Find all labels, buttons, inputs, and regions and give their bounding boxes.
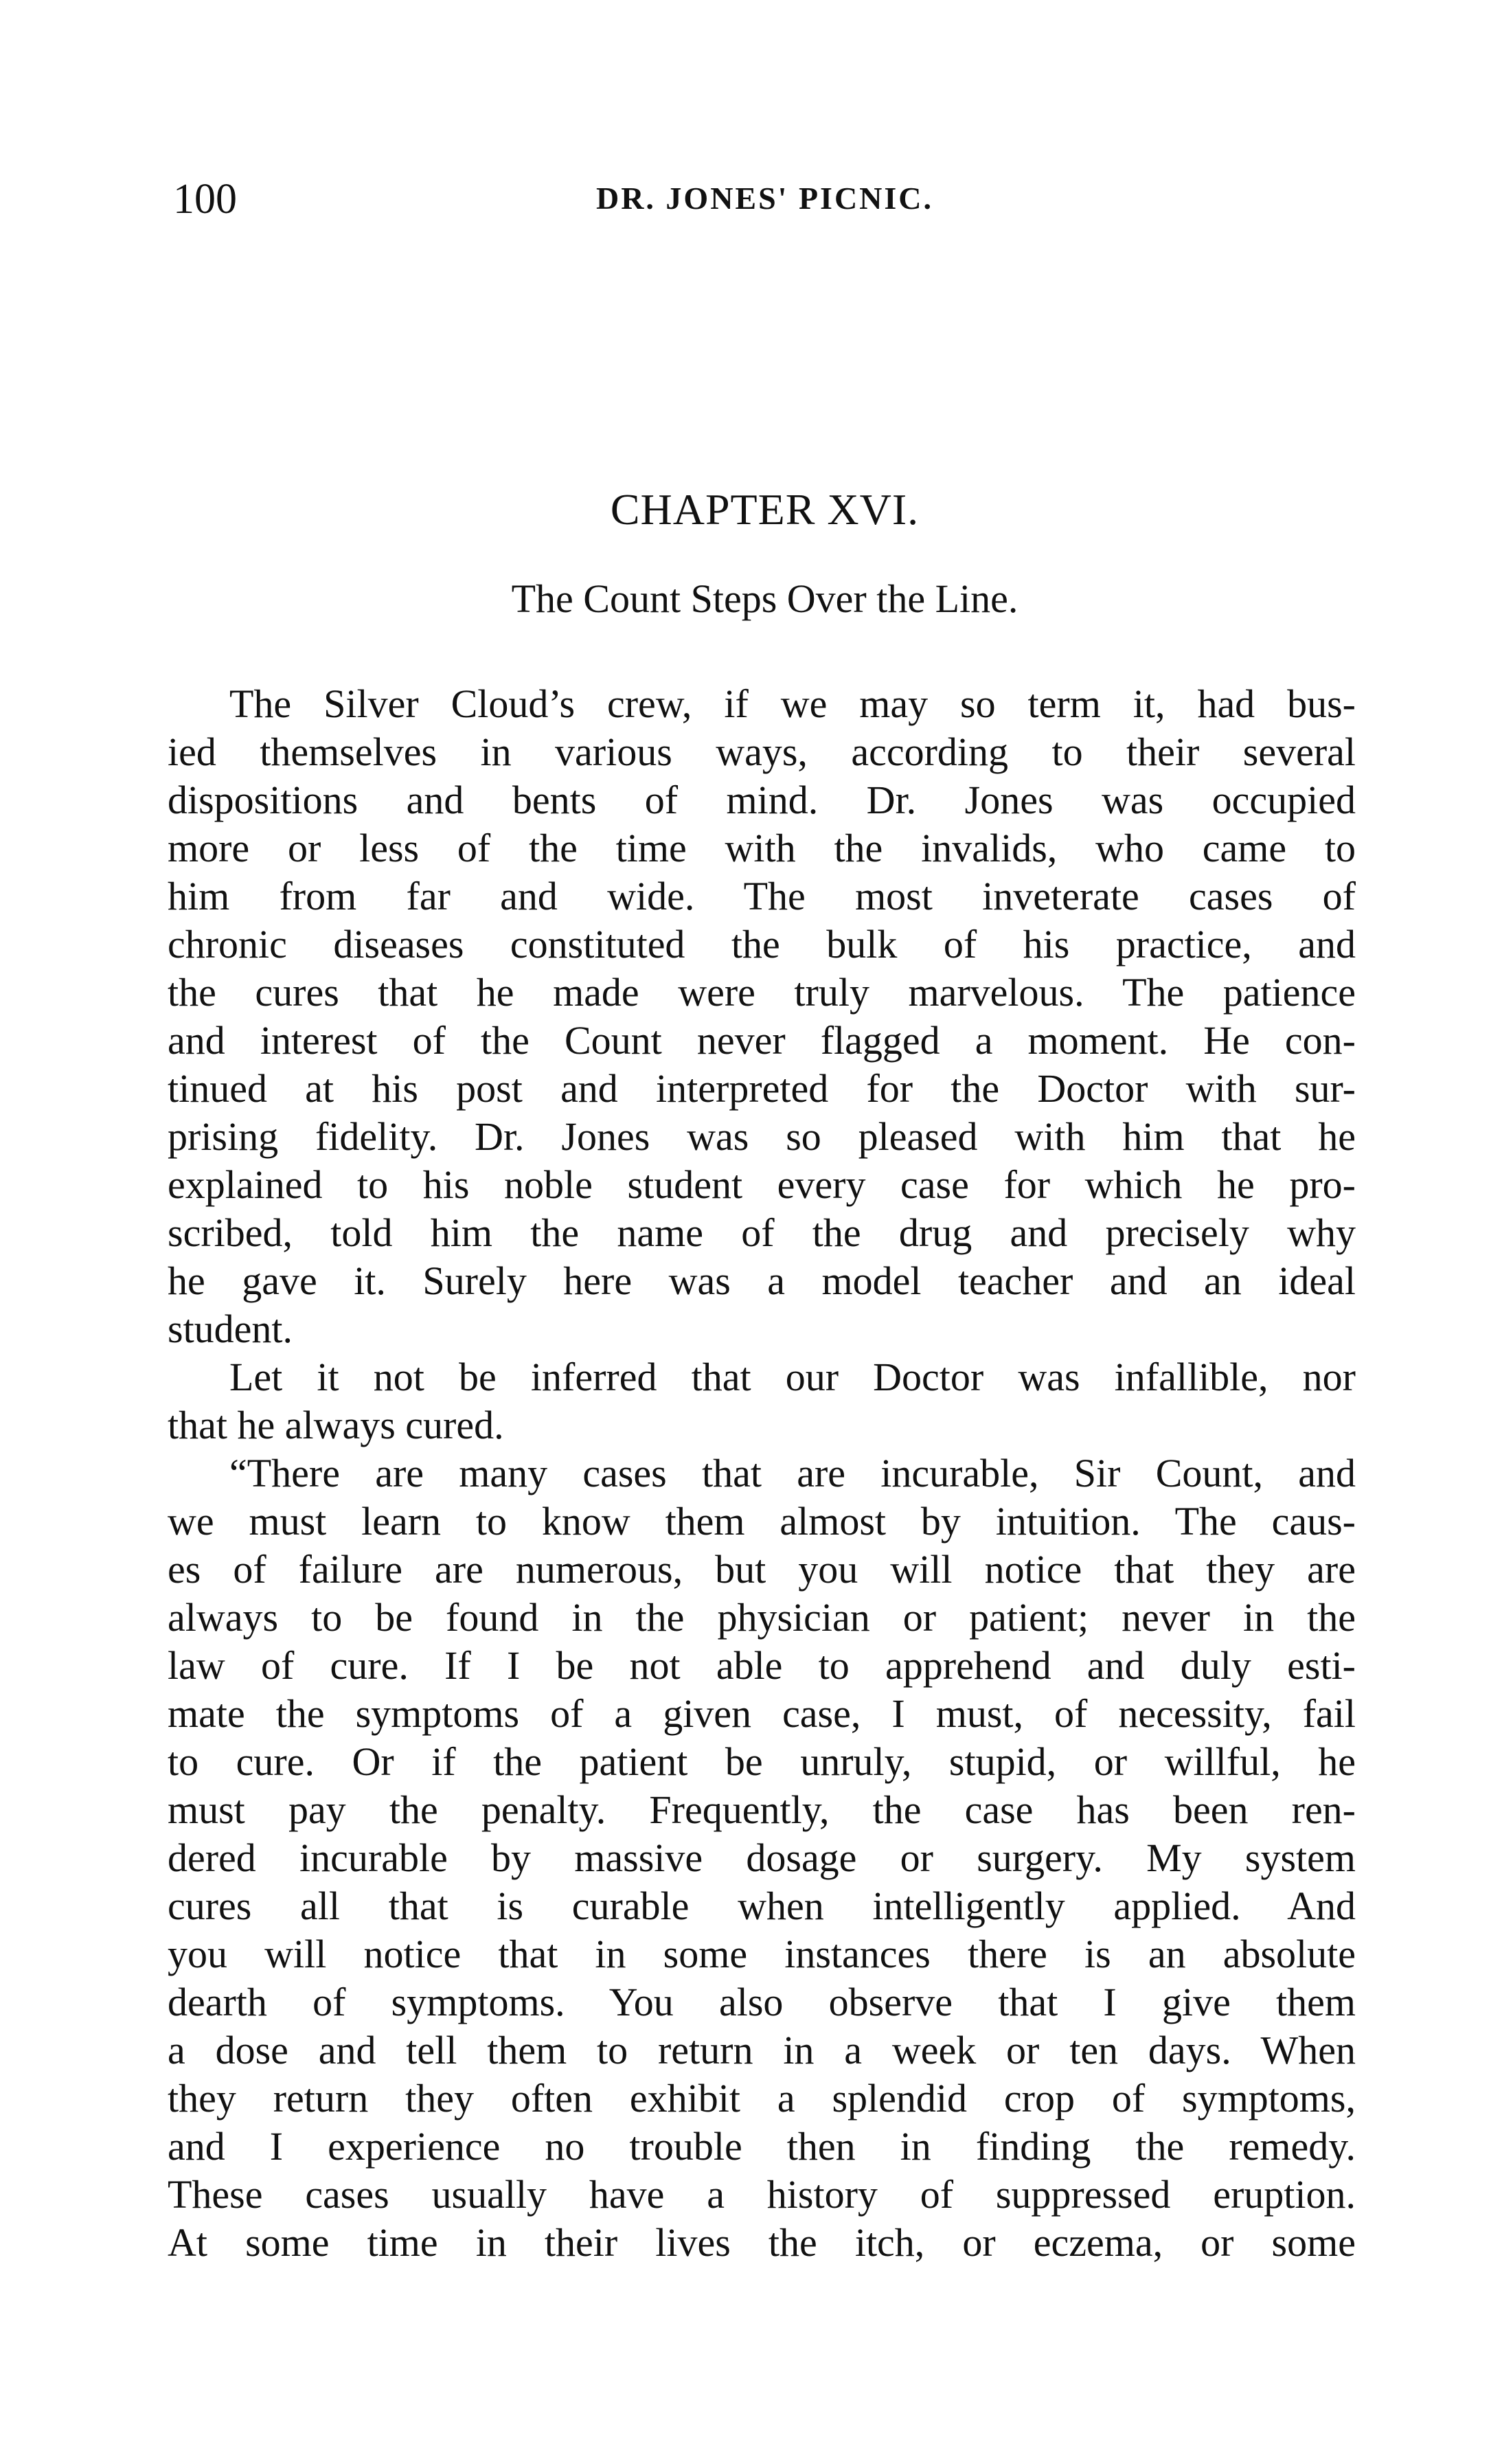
text-line-content: prising fidelity. Dr. Jones was so pleased with him that he: [168, 1114, 1356, 1159]
text-line-content: the cures that he made were truly marvelous. The patience: [168, 970, 1356, 1015]
text-line: [168, 1305, 1356, 1353]
text-line: [168, 1834, 1356, 1882]
text-line: [168, 1642, 1356, 1690]
text-line: [168, 1353, 1356, 1401]
text-line-content: to cure. Or if the patient be unruly, stupid, or willful, he: [168, 1739, 1356, 1784]
text-line-content: “There are many cases that are incurable, Sir Count, and: [229, 1451, 1356, 1495]
text-line-content: a dose and tell them to return in a week or ten days. When: [168, 2028, 1356, 2072]
text-line-content: student.: [168, 1307, 293, 1351]
text-line: [168, 1017, 1356, 1065]
text-line-content: he gave it. Surely here was a model teacher and an ideal: [168, 1258, 1356, 1303]
text-line: [168, 1161, 1356, 1209]
text-line: [168, 1930, 1356, 1978]
running-title: DR. JONES' PICNIC.: [595, 181, 934, 216]
text-line: [168, 1690, 1356, 1738]
text-line-content: him from far and wide. The most inveterate cases of: [168, 874, 1356, 918]
text-line: [168, 1738, 1356, 1786]
text-line-content: es of failure are numerous, but you will notice that they are: [168, 1547, 1356, 1592]
text-line-content: always to be found in the physician or patient; never in the: [168, 1595, 1356, 1640]
text-line-content: dered incurable by massive dosage or surgery. My system: [168, 1835, 1356, 1880]
text-line: [168, 1113, 1356, 1161]
text-line-content: and I experience no trouble then in finding the remedy.: [168, 2124, 1356, 2169]
text-line: [168, 1882, 1356, 1930]
text-line-content: must pay the penalty. Frequently, the case has been ren-: [168, 1787, 1356, 1832]
text-line-content: At some time in their lives the itch, or eczema, or some: [168, 2220, 1356, 2265]
text-line-content: law of cure. If I be not able to apprehend and duly esti-: [168, 1643, 1356, 1688]
body-text: [168, 680, 1356, 2267]
text-line-content: that he always cured.: [168, 1403, 504, 1447]
text-line-content: dispositions and bents of mind. Dr. Jones was occupied: [168, 778, 1356, 822]
text-line-content: dearth of symptoms. You also observe that I give them: [168, 1980, 1356, 2024]
text-line: [168, 1449, 1356, 1497]
text-line-content: These cases usually have a history of suppressed eruption.: [168, 2172, 1356, 2217]
text-line: [168, 728, 1356, 776]
text-line-content: scribed, told him the name of the drug and precisely why: [168, 1210, 1356, 1255]
text-line: [168, 920, 1356, 969]
text-line: [168, 2123, 1356, 2171]
text-line: [168, 824, 1356, 872]
text-line-content: we must learn to know them almost by intuition. The caus-: [168, 1499, 1356, 1544]
text-line: [168, 776, 1356, 824]
text-line-content: The Silver Cloud’s crew, if we may so term it, had bus-: [229, 681, 1356, 726]
text-line: [168, 1786, 1356, 1834]
text-line: [168, 1978, 1356, 2026]
text-line-content: they return they often exhibit a splendid crop of symptoms,: [168, 2076, 1356, 2121]
text-line-content: chronic diseases constituted the bulk of his practice, and: [168, 922, 1356, 967]
text-line: [168, 2075, 1356, 2123]
chapter-title: CHAPTER XVI.: [610, 485, 920, 534]
text-line: [168, 2026, 1356, 2075]
text-line: [168, 1594, 1356, 1642]
text-line: [168, 1209, 1356, 1257]
text-line: [168, 872, 1356, 920]
page-number: 100: [173, 176, 237, 223]
text-line: [168, 1065, 1356, 1113]
text-line-content: cures all that is curable when intelligently applied. And: [168, 1884, 1356, 1928]
text-line-content: and interest of the Count never flagged a moment. He con-: [168, 1018, 1356, 1063]
text-line: [168, 1497, 1356, 1546]
text-line: [168, 969, 1356, 1017]
text-line-content: tinued at his post and interpreted for the Doctor with sur-: [168, 1066, 1356, 1111]
text-line-content: explained to his noble student every case for which he pro-: [168, 1162, 1356, 1207]
text-line-content: ied themselves in various ways, according to their several: [168, 730, 1356, 774]
text-line: [168, 2219, 1356, 2267]
text-line: [168, 1546, 1356, 1594]
text-line: [168, 2171, 1356, 2219]
text-line: [168, 1257, 1356, 1305]
text-line: [168, 1401, 1356, 1449]
text-line-content: mate the symptoms of a given case, I must, of necessity, fail: [168, 1691, 1356, 1736]
text-line-content: more or less of the time with the invalids, who came to: [168, 826, 1356, 870]
text-line: [168, 680, 1356, 728]
chapter-subtitle: The Count Steps Over the Line.: [511, 576, 1019, 621]
text-line-content: you will notice that in some instances there is an absolute: [168, 1932, 1356, 1976]
text-line-content: Let it not be inferred that our Doctor was infallible, nor: [229, 1355, 1356, 1399]
